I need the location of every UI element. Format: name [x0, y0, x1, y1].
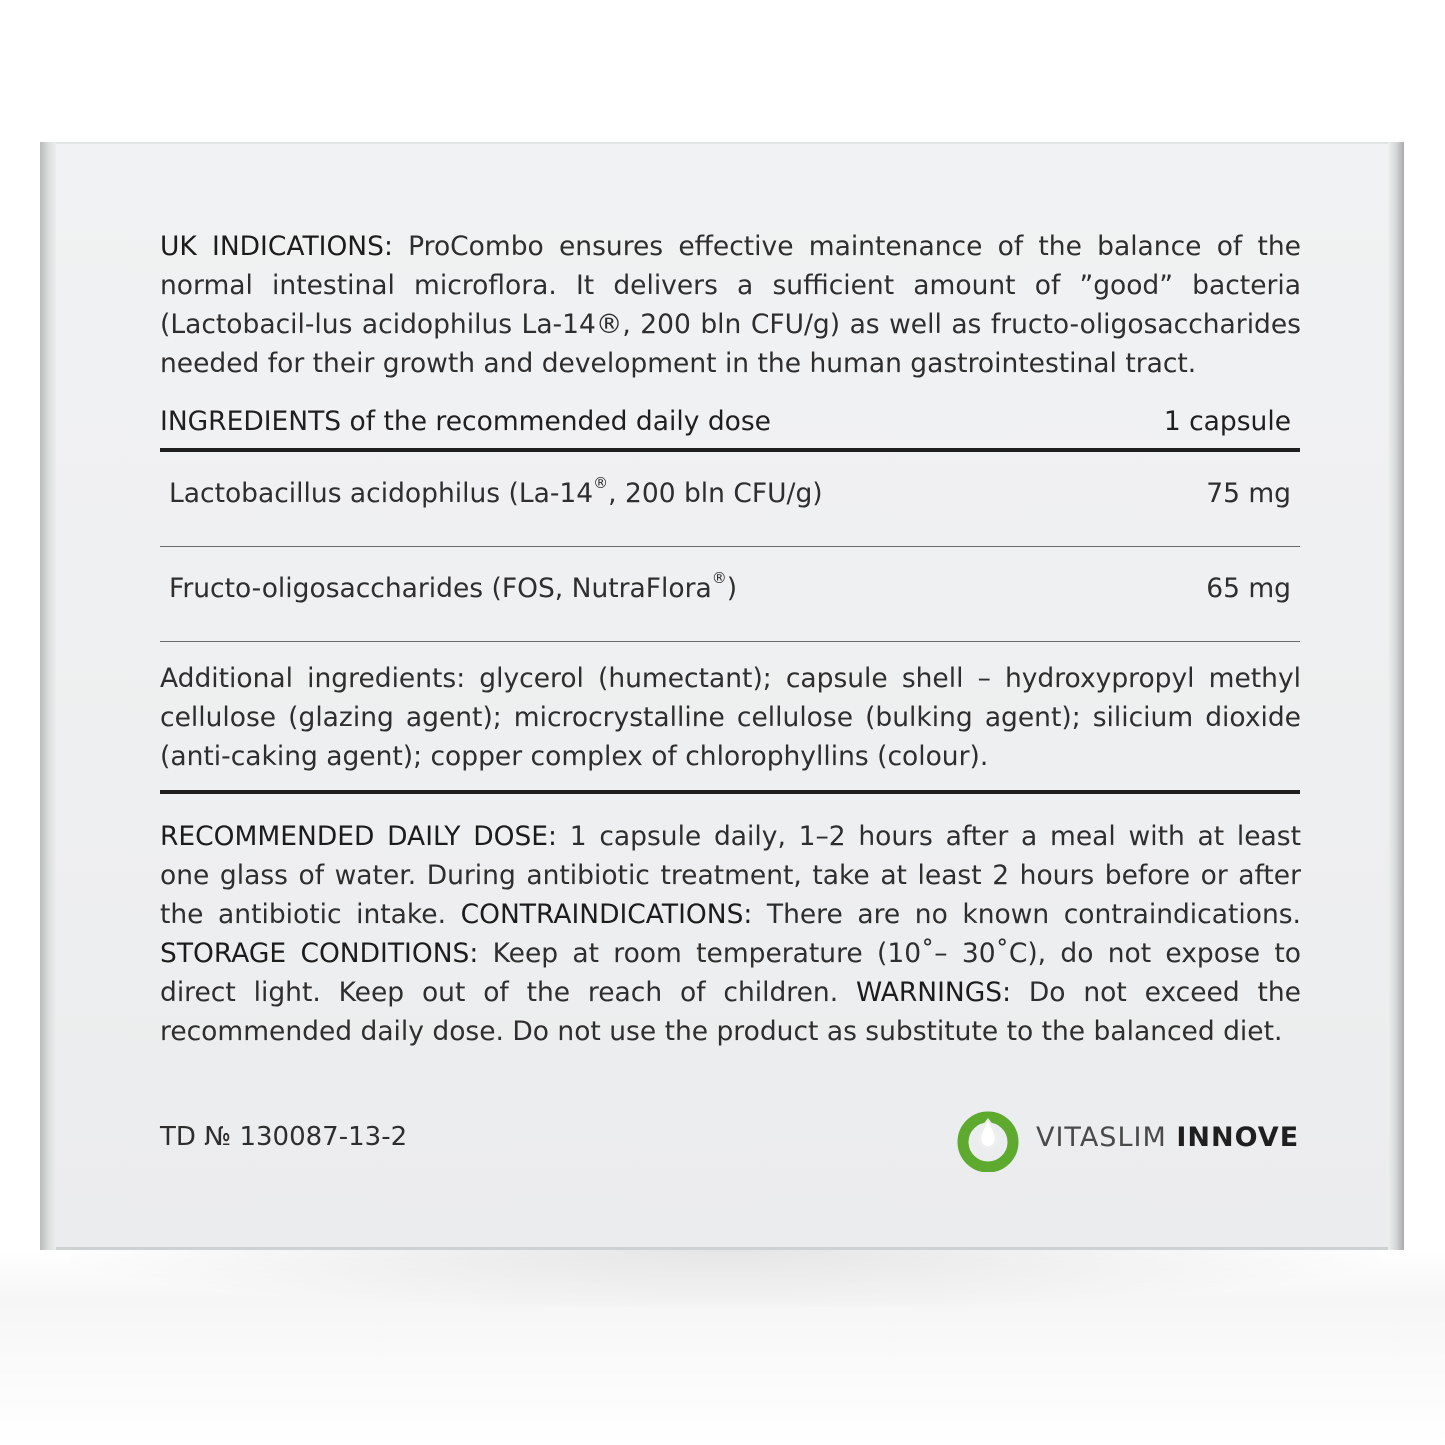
table-row: [160, 547, 1300, 642]
box-left-edge: [40, 142, 56, 1250]
contraindications-text: There are no known contraindications.: [766, 899, 1301, 930]
indications-heading: UK INDICATIONS:: [160, 231, 393, 262]
warnings-heading: WARNINGS:: [855, 977, 1012, 1008]
ingredients-header-dose: 1 capsule: [1163, 406, 1291, 437]
dose-heading: RECOMMENDED DAILY DOSE:: [160, 821, 557, 852]
storage-text: Keep at room temperature (10˚– 30˚C), do not expose to direct light. Keep out of the reach of children.: [160, 938, 1301, 1008]
td-number: TD № 130087-13-2: [160, 1122, 408, 1152]
ingredient-name-text: Lactobacillus acidophilus (La-14: [169, 478, 594, 509]
contraindications-heading: CONTRAINDICATIONS:: [460, 899, 753, 930]
brand-name-light: VITASLIM: [1036, 1122, 1167, 1153]
ingredients-table-header: [160, 402, 1300, 452]
green-ring-drop-icon: [956, 1108, 1020, 1172]
brand-name: [1036, 1122, 1299, 1153]
box-shadow: [70, 1248, 1380, 1308]
storage-heading: STORAGE CONDITIONS:: [160, 938, 479, 969]
additional-ingredients-paragraph: Additional ingredients: glycerol (humectant); capsule shell – hydroxypropyl methyl cellulose (glazing agent); microcrystalline cellulose (bulking agent); silicium dioxide (anti-caking agent); copper complex of chlorophyllins (colour).: [160, 663, 1301, 772]
dose-paragraph: [160, 817, 1301, 1051]
warnings-text: Do not exceed the recommended daily dose. Do not use the product as substitute to the balanced diet.: [160, 977, 1301, 1047]
dose-text: 1 capsule daily, 1–2 hours after a meal with at least one glass of water. During antibiotic treatment, take at least 2 hours before or after the antibiotic intake.: [160, 821, 1301, 930]
ingredients-table: [160, 402, 1300, 642]
ingredient-name: [169, 569, 738, 604]
ingredient-name-tail: , 200 bln CFU/g): [608, 478, 823, 509]
ingredient-name-text: Fructo-oligosaccharides (FOS, NutraFlora: [169, 573, 712, 604]
box-right-edge: [1388, 142, 1404, 1250]
section-divider: [160, 790, 1300, 794]
registered-mark: ®: [593, 474, 609, 492]
indications-text: ProCombo ensures effective maintenance of the balance of the normal intestinal microflora. It delivers a sufficient amount of ”good” bacteria (Lactobacil-lus acidophilus La-14®, 200 bln CFU/g) as well as fructo-oligosaccharides needed for their growth and development in the human gastrointestinal tract.: [160, 231, 1301, 379]
brand-name-bold: INNOVE: [1176, 1122, 1300, 1153]
ingredient-amount: 75 mg: [1206, 478, 1291, 509]
indications-paragraph: [160, 227, 1301, 383]
ingredient-amount: 65 mg: [1206, 573, 1291, 604]
ingredient-name-tail: ): [726, 573, 738, 604]
ingredients-header-label: INGREDIENTS of the recommended daily dose: [160, 406, 771, 437]
table-row: [160, 452, 1300, 547]
registered-mark: ®: [711, 569, 727, 587]
ingredient-name: [169, 474, 823, 509]
